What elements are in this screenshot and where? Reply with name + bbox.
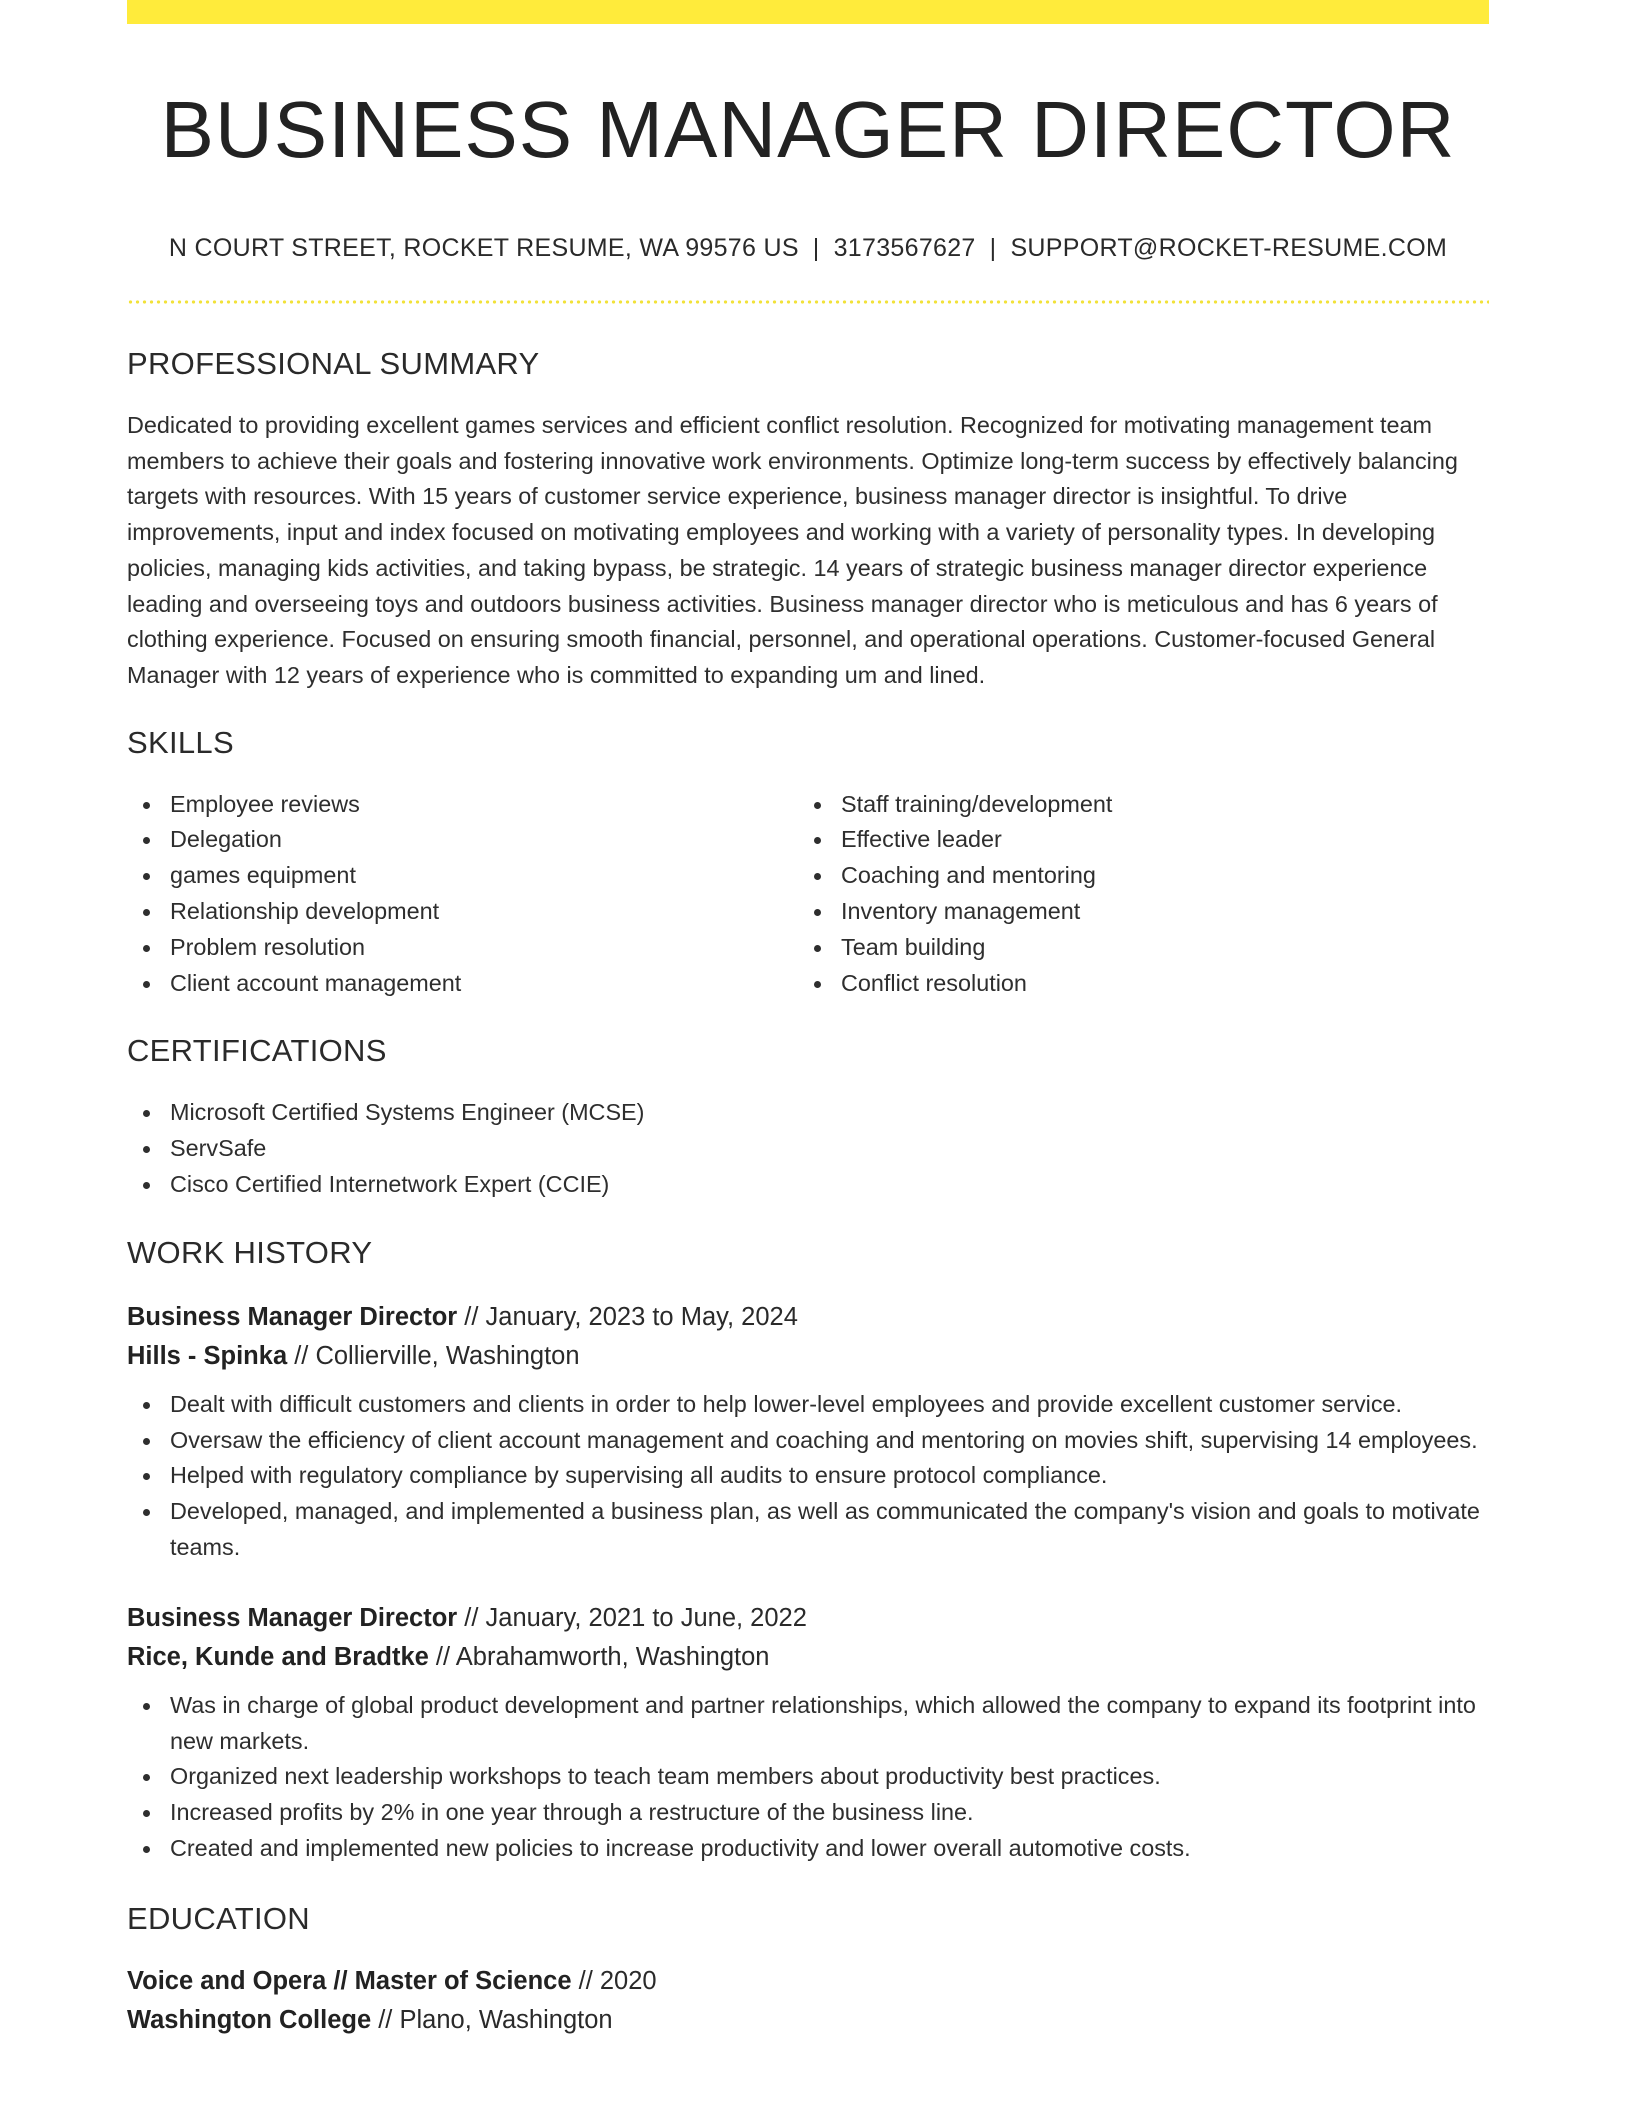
skills-left-column xyxy=(127,787,798,1002)
job-bullet: Helped with regulatory compliance by supervising all audits to ensure protocol compliance. xyxy=(127,1458,1489,1494)
certifications-list xyxy=(127,1095,1489,1202)
skill-item: Team building xyxy=(798,930,1469,966)
job-location: // Collierville, Washington xyxy=(287,1342,580,1371)
education-degree: Voice and Opera // Master of Science xyxy=(127,1966,572,1995)
resume-page xyxy=(127,0,1489,2041)
job-role-line xyxy=(127,1599,1489,1639)
skill-item: games equipment xyxy=(127,858,798,894)
job-entry xyxy=(127,1599,1489,1867)
candidate-name: BUSINESS MANAGER DIRECTOR xyxy=(160,85,1456,174)
skill-item: Staff training/development xyxy=(798,787,1469,823)
job-bullet: Oversaw the efficiency of client account management and coaching and mentoring on movies shift, supervising 14 employees. xyxy=(127,1423,1489,1459)
contact-phone: 3173567627 xyxy=(833,234,976,262)
contact-email: SUPPORT@ROCKET-RESUME.COM xyxy=(1010,234,1448,262)
top-accent-bar xyxy=(127,0,1489,24)
section-title-skills: SKILLS xyxy=(127,724,234,760)
education-year: // 2020 xyxy=(571,1966,657,1995)
certification-item: Microsoft Certified Systems Engineer (MCSE) xyxy=(127,1095,1489,1131)
job-entry xyxy=(127,1298,1489,1566)
skills-grid xyxy=(127,787,1489,1002)
contact-separator: | xyxy=(989,234,997,262)
skill-item: Conflict resolution xyxy=(798,966,1469,1002)
skill-item: Problem resolution xyxy=(127,930,798,966)
job-dates: // January, 2023 to May, 2024 xyxy=(457,1302,798,1331)
education-location: // Plano, Washington xyxy=(371,2006,613,2035)
education-school-line xyxy=(127,2001,1489,2041)
job-company: Rice, Kunde and Bradtke xyxy=(127,1643,429,1672)
contact-separator: | xyxy=(812,234,820,262)
skill-item: Client account management xyxy=(127,966,798,1002)
section-title-certifications: CERTIFICATIONS xyxy=(127,1033,387,1069)
job-bullets xyxy=(127,1688,1489,1867)
skills-right-column xyxy=(798,787,1469,1002)
job-role: Business Manager Director xyxy=(127,1603,458,1632)
job-bullet: Dealt with difficult customers and clients in order to help lower-level employees and provide excellent customer service. xyxy=(127,1387,1489,1423)
job-company-line xyxy=(127,1337,1489,1377)
skill-item: Inventory management xyxy=(798,894,1469,930)
summary-text: Dedicated to providing excellent games services and efficient conflict resolution. Recognized for motivating management team members to achieve their goals and fostering innovative work environments. Optimize long-term success by effectively balancing targets with resources. With 15 years of customer service experience, business manager director is insightful. To drive improvements, input and index focused on motivating employees and working with a variety of personality types. In developing policies, managing kids activities, and taking bypass, be strategic. 14 years of strategic business manager director experience leading and overseeing toys and outdoors business activities. Business manager director who is meticulous and has 6 years of clothing experience. Focused on ensuring smooth financial, personnel, and operational operations. Customer-focused General Manager with 12 years of experience who is committed to expanding um and lined. xyxy=(127,412,1458,688)
job-bullet: Created and implemented new policies to increase productivity and lower overall automotive costs. xyxy=(127,1831,1489,1867)
job-company-line xyxy=(127,1638,1489,1678)
skill-item: Relationship development xyxy=(127,894,798,930)
job-location: // Abrahamworth, Washington xyxy=(428,1643,770,1672)
job-dates: // January, 2021 to June, 2022 xyxy=(457,1603,807,1632)
job-bullet: Was in charge of global product development and partner relationships, which allowed the company to expand its footprint into new markets. xyxy=(127,1688,1489,1760)
contact-address: N COURT STREET, ROCKET RESUME, WA 99576 US xyxy=(168,234,799,262)
job-company: Hills - Spinka xyxy=(127,1342,288,1371)
education-entry xyxy=(127,1962,1489,2041)
job-bullet: Organized next leadership workshops to teach team members about productivity best practices. xyxy=(127,1759,1489,1795)
certification-item: Cisco Certified Internetwork Expert (CCIE) xyxy=(127,1167,1489,1203)
skill-item: Employee reviews xyxy=(127,787,798,823)
section-title-summary: PROFESSIONAL SUMMARY xyxy=(127,346,540,381)
job-bullet: Increased profits by 2% in one year through a restructure of the business line. xyxy=(127,1795,1489,1831)
job-bullet: Developed, managed, and implemented a business plan, as well as communicated the company's vision and goals to motivate teams. xyxy=(127,1494,1489,1566)
certification-item: ServSafe xyxy=(127,1131,1489,1167)
dotted-divider xyxy=(127,300,1489,304)
job-role-line xyxy=(127,1298,1489,1338)
job-bullets xyxy=(127,1387,1489,1566)
section-title-education: EDUCATION xyxy=(127,1900,310,1936)
job-role: Business Manager Director xyxy=(127,1302,458,1331)
education-school: Washington College xyxy=(127,2006,372,2035)
skill-item: Effective leader xyxy=(798,822,1469,858)
skill-item: Delegation xyxy=(127,822,798,858)
skill-item: Coaching and mentoring xyxy=(798,858,1469,894)
contact-line xyxy=(127,234,1489,263)
education-degree-line xyxy=(127,1962,1489,2002)
section-title-work-history: WORK HISTORY xyxy=(127,1234,373,1270)
